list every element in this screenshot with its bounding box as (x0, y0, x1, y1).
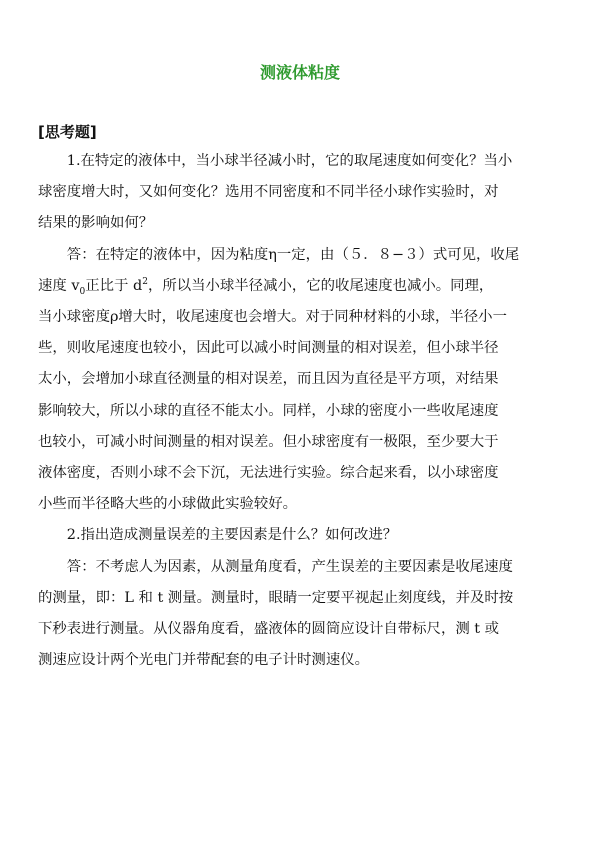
answer-1-line: 太小，会增加小球直径测量的相对误差，而且因为直径是平方项，对结果 (38, 371, 499, 388)
formula-text-c: ，所以当小球半径减小，它的收尾速度也减小。同理， (147, 277, 494, 294)
superscript-two: 2 (142, 277, 148, 288)
document-body (38, 146, 564, 676)
formula-text-a: 速度 v (38, 277, 80, 294)
answer-1-line: 答：在特定的液体中，因为粘度η一定，由（５．８−３）式可见，收尾 (66, 246, 520, 263)
answer-2-line: 测速应设计两个光电门并带配套的电子计时测速仪。 (38, 652, 369, 669)
question-1-line: 1.在特定的液体中，当小球半径减小时，它的取尾速度如何变化？当小 (66, 153, 513, 169)
document-title: 测液体粘度 (259, 63, 340, 82)
question-1 (38, 146, 564, 240)
answer-1-line: 当小球密度ρ增大时，收尾速度也会增大。对于同种材料的小球，半径小一 (38, 309, 507, 326)
question-2-line: 2.指出造成测量误差的主要因素是什么？如何改进？ (66, 527, 398, 544)
answer-1 (38, 240, 564, 521)
answer-1-line: 些，则收尾速度也较小，因此可以减小时间测量的相对误差，但小球半径 (38, 340, 499, 357)
answer-2-line: 答：不考虑人为因素，从测量角度看，产生误差的主要因素是收尾速度 (66, 558, 513, 575)
question-2 (38, 520, 564, 551)
formula-text-b: 正比于 d (85, 277, 143, 294)
answer-2-line: 的测量，即：L 和 t 测量。测量时，眼睛一定要平视起止刻度线，并及时按 (38, 589, 514, 606)
subscript-zero: 0 (79, 286, 86, 297)
answer-1-line: 小些而半径略大些的小球做此实验较好。 (38, 496, 298, 513)
answer-1-line: 影响较大，所以小球的直径不能太小。同样，小球的密度小一些收尾速度 (38, 402, 499, 419)
answer-2-line: 下秒表进行测量。从仪器角度看，盛液体的圆筒应设计自带标尺，测 t 或 (38, 621, 500, 638)
answer-1-line: 也较小，可减小时间测量的相对误差。但小球密度有一极限，至少要大于 (38, 433, 499, 450)
section-heading: [思考题] (38, 123, 97, 141)
answer-2 (38, 552, 564, 677)
answer-1-line-formula (38, 271, 564, 302)
question-1-line: 结果的影响如何？ (38, 215, 154, 232)
question-1-line: 球密度增大时，又如何变化？选用不同密度和不同半径小球作实验时，对 (38, 184, 499, 201)
answer-1-line: 液体密度，否则小球不会下沉，无法进行实验。综合起来看，以小球密度 (38, 465, 499, 482)
